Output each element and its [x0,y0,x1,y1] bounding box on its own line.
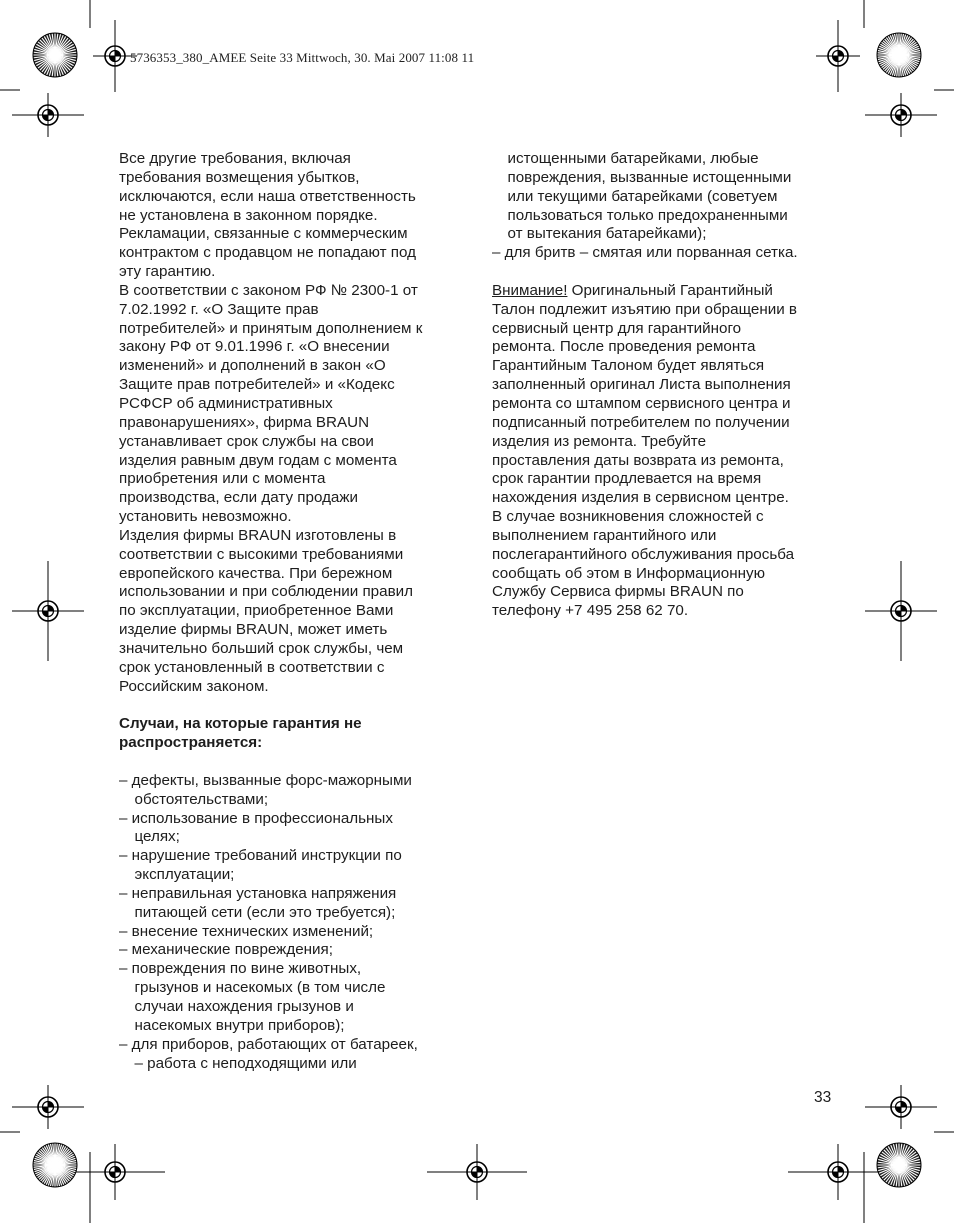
registration-target-icon [12,93,84,137]
text-line: телефону +7 495 258 62 70. [492,602,689,620]
text-line: установить невозможно. [119,508,292,526]
text-line: ремонта со штампом сервисного центра и [492,394,791,412]
text-line: по эксплуатации, приобретенное Вами [119,602,394,620]
text-line: соответствии с высокими требованиями [119,545,404,563]
text-line: изделия из ремонта. Требуйте [492,432,707,450]
notice-line [492,282,838,301]
list-continuation-line: эксплуатации; [134,866,235,884]
registration-target-icon [865,93,937,137]
notice-label: Внимание! [492,281,568,299]
text-line: Службу Сервиса фирмы BRAUN по [492,583,744,601]
text-line: сообщать об этом в Информационную [492,564,765,582]
list-continuation-line: грызунов и насекомых (в том числе [134,979,386,997]
text-line: В соответствии с законом РФ № 2300-1 от [119,281,418,299]
text-line: исключаются, если наша ответственность [119,187,416,205]
list-continuation-line: питающей сети (если это требуется); [134,903,396,921]
print-slug-line: 5736353_380_AMEE Seite 33 Mittwoch, 30. Mai 2007 11:08 11 [130,50,475,65]
text-line: требования возмещения убытков, [119,168,360,186]
text-line: изделия равным двум годам с момента [119,451,397,469]
text-line: изделие фирмы BRAUN, может иметь [119,621,388,639]
text-line: закону РФ от 9.01.1996 г. «О внесении [119,338,390,356]
section-heading-line: Случаи, на которые гарантия не [119,715,362,733]
list-item-line: – внесение технических изменений; [119,922,374,940]
paragraph-gap [119,696,465,715]
list-continuation-line: насекомых внутри приборов); [134,1016,345,1034]
text-line: срок установленный в соответствии с [119,658,385,676]
text-line: подписанный потребителем по получении [492,413,790,431]
list-continuation-line: повреждения, вызванные истощенными [507,168,792,186]
text-line: приобретения или с момента [119,470,326,488]
star-target-icon [33,33,77,77]
text-line: изменений» и дополнений в закон «О [119,357,386,375]
text-line: послегарантийного обслуживания просьба [492,545,795,563]
text-line: ремонта. После проведения ремонта [492,338,756,356]
list-item-line: – механические повреждения; [119,941,333,959]
registration-target-icon [12,561,84,661]
text-line: европейского качества. При бережном [119,564,393,582]
registration-target-icon [65,1144,165,1200]
list-continuation-line: пользоваться только предохраненными [507,206,788,224]
text-line: Талон подлежит изъятию при обращении в [492,300,797,318]
text-line: эту гарантию. [119,263,216,281]
list-continuation-line: истощенными батарейками, любые [507,150,759,167]
list-item-line: – использование в профессиональных [119,809,393,827]
text-line: РСФСР об административных [119,394,333,412]
text-line: правонарушениях», фирма BRAUN [119,413,370,431]
text-line: срок гарантии продлевается на время [492,470,762,488]
text-line: потребителей» и принятым дополнением к [119,319,423,337]
text-line: Российским законом. [119,677,269,695]
text-line: В случае возникновения сложностей с [492,508,764,526]
text-line: Изделия фирмы BRAUN изготовлены в [119,526,397,544]
list-continuation-line: обстоятельствами; [134,790,269,808]
text-line: Рекламации, связанные с коммерческим [119,225,408,243]
star-target-icon [877,1143,921,1187]
text-line: не установлена в законном порядке. [119,206,378,224]
right-column [492,150,838,621]
paragraph-gap [119,753,465,772]
list-continuation-line: или текущими батарейками (советуем [507,187,778,205]
list-item-line: – неправильная установка напряжения [119,884,397,902]
page-number: 33 [814,1089,832,1106]
notice-text: Оригинальный Гарантийный [567,281,773,299]
text-line: использовании и при соблюдении правил [119,583,413,601]
registration-target-icon [788,1144,888,1200]
text-line: нахождения изделия в сервисном центре. [492,489,789,507]
list-continuation-line: от вытекания батарейками); [507,225,707,243]
text-line: проставления даты возврата из ремонта, [492,451,784,469]
text-line: устанавливает срок службы на свои [119,432,374,450]
text-line: Все другие требования, включая [119,150,351,167]
text-line: выполнением гарантийного или [492,526,717,544]
list-item-line: – повреждения по вине животных, [119,960,362,978]
star-target-icon [877,33,921,77]
registration-target-icon [12,1085,84,1129]
left-column [119,150,465,1073]
section-heading-line: распространяется: [119,734,263,752]
text-line: Защите прав потребителей» и «Кодекс [119,376,395,394]
registration-target-icon [427,1144,527,1200]
text-line: контрактом с продавцом не попадают под [119,244,416,262]
list-item-line: – для приборов, работающих от батареек, [119,1035,418,1053]
text-line: значительно больший срок службы, чем [119,639,404,657]
list-item-line: – дефекты, вызванные форс-мажорными [119,771,412,789]
list-item-line: – для бритв – смятая или порванная сетка. [492,244,798,262]
registration-target-icon [865,561,937,661]
text-line: Гарантийным Талоном будет являться [492,357,765,375]
text-line: заполненный оригинал Листа выполнения [492,376,791,394]
list-continuation-line: целях; [134,828,180,846]
list-item-line: – нарушение требований инструкции по [119,847,402,865]
text-line: 7.02.1992 г. «О Защите прав [119,300,319,318]
paragraph-gap [492,263,838,282]
star-target-icon [33,1143,77,1187]
list-continuation-line: – работа с неподходящими или [134,1054,357,1072]
registration-target-icon [816,20,860,92]
text-line: производства, если дату продажи [119,489,359,507]
list-continuation-line: случаи нахождения грызунов и [134,997,354,1015]
text-line: сервисный центр для гарантийного [492,319,742,337]
registration-target-icon [865,1085,937,1129]
